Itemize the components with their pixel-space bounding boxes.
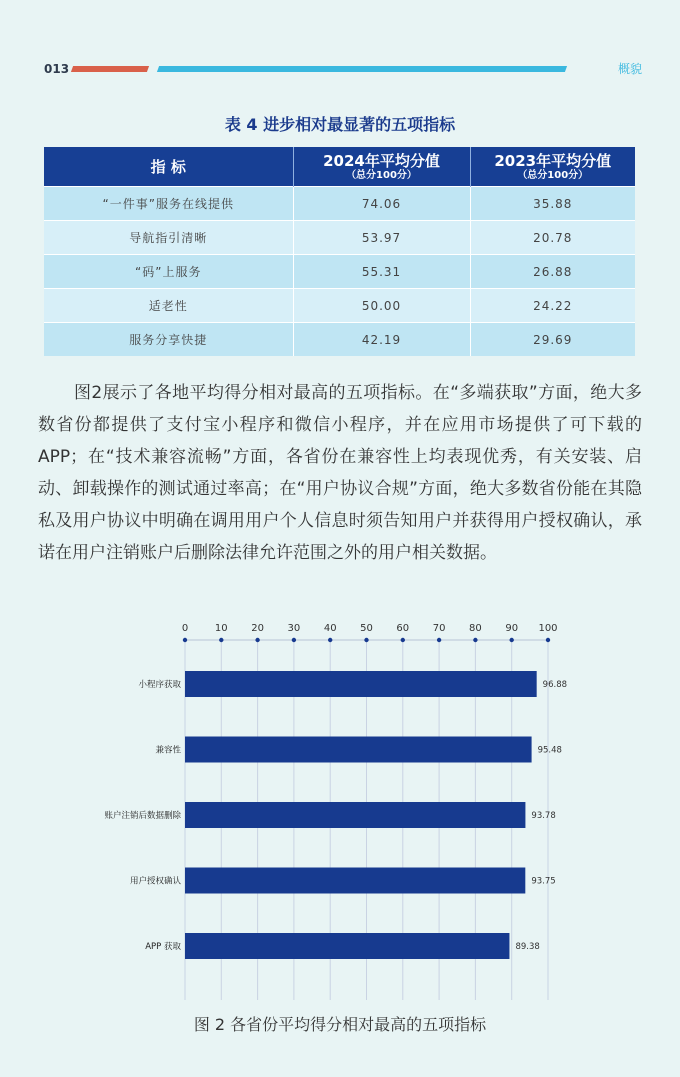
category-label: 用户授权确认 xyxy=(129,876,181,887)
column-header-2024: 2024年平均分值 （总分100分） xyxy=(293,147,470,187)
x-tick-label: 100 xyxy=(538,623,558,634)
bar xyxy=(185,671,537,697)
category-label: 账户注销后数据删除 xyxy=(104,811,181,821)
page-number: 013 xyxy=(44,62,70,76)
x-tick-dot xyxy=(292,638,296,642)
score-2023-cell: 26.88 xyxy=(470,255,635,289)
x-tick-label: 0 xyxy=(181,623,189,634)
x-tick-label: 70 xyxy=(432,623,446,634)
score-2023-cell: 24.22 xyxy=(470,289,635,323)
indicator-cell: 导航指引清晰 xyxy=(44,221,293,255)
x-tick-label: 20 xyxy=(251,623,264,634)
indicator-cell: 适老性 xyxy=(44,289,293,323)
header-red-stripe xyxy=(71,66,149,72)
data-label: 93.75 xyxy=(531,876,556,887)
score-2024-cell: 42.19 xyxy=(293,323,470,357)
x-tick-dot xyxy=(510,638,514,642)
indicator-cell: 服务分享快捷 xyxy=(44,323,293,357)
table-header-row xyxy=(44,147,635,187)
table-row xyxy=(44,187,635,221)
x-tick-dot xyxy=(473,638,477,642)
category-label: 小程序获取 xyxy=(138,680,181,690)
table-row xyxy=(44,323,635,357)
score-2023-cell: 29.69 xyxy=(470,323,635,357)
indicator-cell: “一件事”服务在线提供 xyxy=(44,187,293,221)
category-label: 兼容性 xyxy=(155,745,181,756)
category-label: APP 获取 xyxy=(145,942,181,952)
data-label: 89.38 xyxy=(515,942,540,952)
bar xyxy=(185,737,532,763)
indicator-table xyxy=(44,147,635,356)
x-tick-dot xyxy=(328,638,332,642)
bar xyxy=(185,802,525,828)
x-tick-label: 50 xyxy=(360,623,373,634)
column-header-indicator: 指 标 xyxy=(44,147,293,187)
x-tick-dot xyxy=(364,638,368,642)
data-label: 95.48 xyxy=(537,745,562,756)
x-tick-dot xyxy=(546,638,550,642)
score-2023-cell: 35.88 xyxy=(470,187,635,221)
column-header-2023: 2023年平均分值 （总分100分） xyxy=(470,147,635,187)
x-tick-dot xyxy=(437,638,441,642)
table-title: 表 4 进步相对最显著的五项指标 xyxy=(224,115,456,134)
data-label: 93.78 xyxy=(531,811,556,821)
x-tick-dot xyxy=(219,638,223,642)
section-title: 概貌 xyxy=(617,62,642,76)
x-tick-label: 80 xyxy=(469,623,482,634)
x-tick-dot xyxy=(401,638,405,642)
x-tick-label: 30 xyxy=(287,623,301,634)
x-tick-label: 40 xyxy=(323,623,337,634)
score-2024-cell: 50.00 xyxy=(293,289,470,323)
table-row xyxy=(44,289,635,323)
x-tick-dot xyxy=(255,638,259,642)
data-label: 96.88 xyxy=(542,680,568,690)
bar xyxy=(185,933,509,959)
body-paragraph: 图2展示了各地平均得分相对最高的五项指标。在“多端获取”方面，绝大多数省份都提供了支付宝小程序和微信小程序，并在应用市场提供了可下载的APP；在“技术兼容流畅”方面，各省份在兼容性上均表现优秀，有关安装、启动、卸载操作的测试通过率高；在“用户协议合规”方面，绝大多数省份能在其隐私及用户协议中明确在调用用户个人信息时须告知用户并获得用户授权确认，承诺在用户注销账户后删除法律允许范围之外的用户相关数据。 xyxy=(38,383,642,563)
bar xyxy=(185,868,525,894)
x-tick-label: 90 xyxy=(505,623,519,634)
bar-chart xyxy=(0,610,680,1005)
score-2023-cell: 20.78 xyxy=(470,221,635,255)
table-row xyxy=(44,255,635,289)
figure-caption: 图 2 各省份平均得分相对最高的五项指标 xyxy=(193,1015,487,1034)
x-tick-label: 60 xyxy=(396,623,410,634)
score-2024-cell: 55.31 xyxy=(293,255,470,289)
header-blue-stripe xyxy=(157,66,567,72)
x-tick-dot xyxy=(183,638,187,642)
score-2024-cell: 53.97 xyxy=(293,221,470,255)
indicator-cell: “码”上服务 xyxy=(44,255,293,289)
table-row xyxy=(44,221,635,255)
x-tick-label: 10 xyxy=(214,623,228,634)
score-2024-cell: 74.06 xyxy=(293,187,470,221)
